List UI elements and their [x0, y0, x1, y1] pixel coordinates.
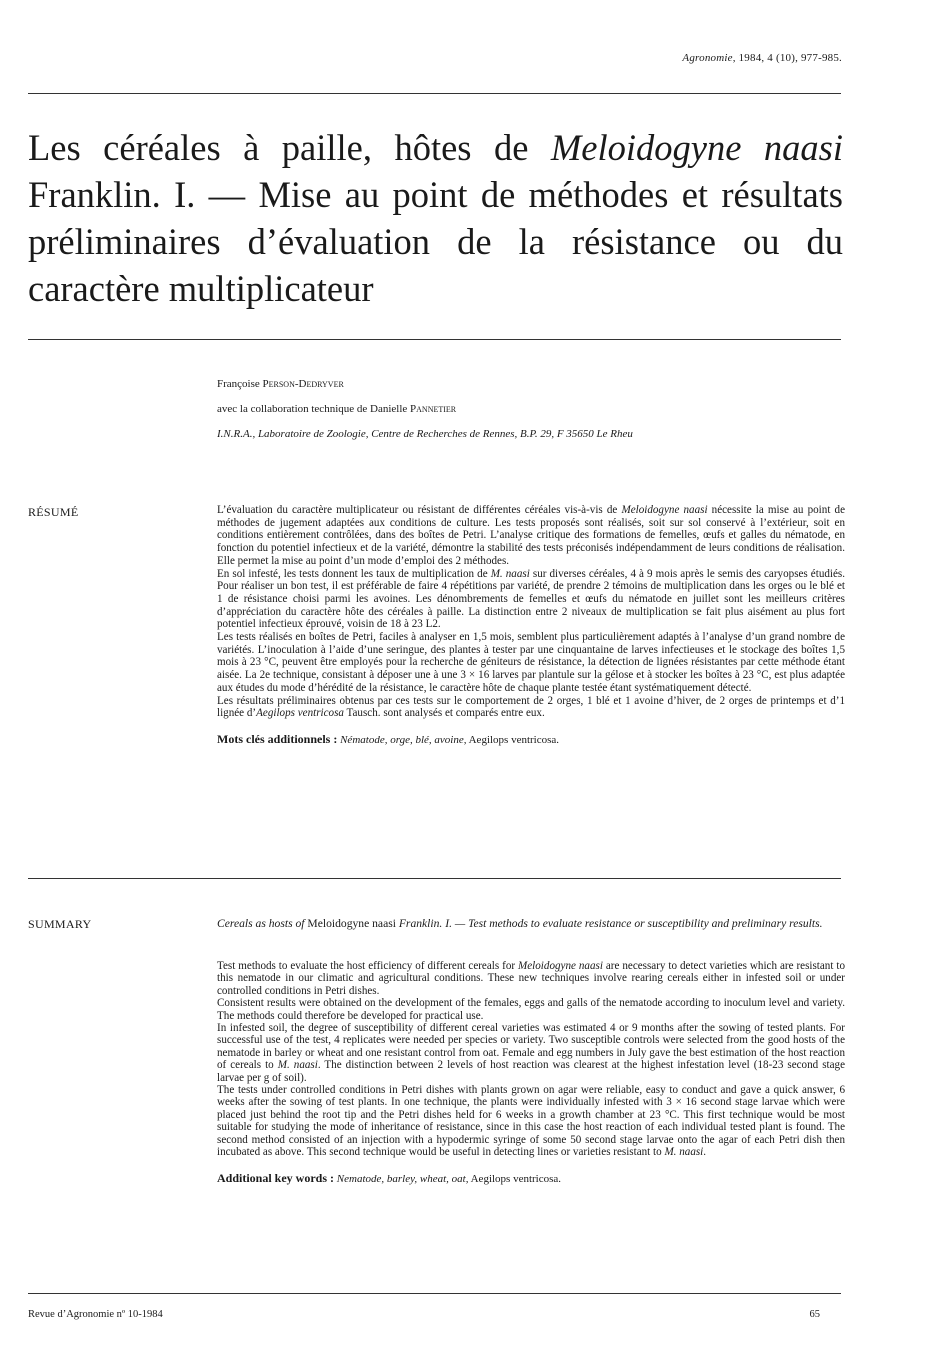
section-rule — [28, 878, 841, 879]
author-block — [217, 372, 633, 447]
journal-name: Agronomie, — [682, 52, 736, 64]
resume-body — [217, 504, 845, 747]
summary-paragraph: In infested soil, the degree of susceptibility of different cereal varieties was estimated 4 or 9 months after the sowing of tested plants. For successful use of the test, 4 replicates were needed per species or variety. Two susceptible controls were selected from the good hosts of the nematode in barley or wheat and one resistant control from oat. Female and egg numbers in July gave the best estimation of the host reaction of cereals to M. naasi. The distinction between 2 levels of host reaction was clearest at the highest infestation level (18-23 second stage larvae per g of soil). — [217, 1022, 846, 1084]
summary-title: Cereals as hosts of Meloidogyne naasi Franklin. I. — Test methods to evaluate resistance or susceptibility and preliminary results. — [217, 917, 823, 930]
summary-label: SUMMARY — [28, 917, 92, 931]
collaboration-line: avec la collaboration technique de Danielle Pannetier — [217, 403, 457, 415]
resume-paragraph: Les tests réalisés en boîtes de Petri, faciles à analyser en 1,5 mois, semblent plus particulièrement adaptés à l’analyse d’un grand nombre de variétés. L’inoculation à l’aide d’une seringue, des plantes à tester par une cinquantaine de larves infectieuses et le stockage des boîtes 1,5 mois à 23 °C, peuvent être employés pour la recherche de géniteurs de résistance, la détection de lignées résistantes par cette méthode étant aisée. La 2e technique, consistant à déposer une à une 3 × 16 larves par plantule sur la gélose et à stocker les boîtes à 23 °C, est plus adaptée aux études du mode d’hérédité de la résistance, le caractère hôte de chaque plante testée étant systématiquement détecté. — [217, 631, 845, 694]
summary-paragraph: The tests under controlled conditions in Petri dishes with plants grown on agar were reliable, easy to conduct and gave a quick answer, 6 weeks after the sowing of test plants. In one technique, the plants were individually infested with 3 × 16 second stage larvae which were placed just behind the root tip and the Petri dishes held for 6 weeks in a growth chamber at 23 °C. This first technique would be most suitable for studying the mode of inheritance of resistance, since in this case the host reaction of each individual tested plant is found. The second method consisted of an injection with a hypodermic syringe of some 50 second stage larvae onto the agar of each Petri dish then incubated as above. This second technique would be useful in detecting lines or varieties resistant to M. naasi. — [217, 1084, 845, 1159]
summary-paragraph: Test methods to evaluate the host efficiency of different cereals for Meloidogyne naasi are necessary to detect varieties which are resistant to this nematode in our climatic and agricultural conditions. These new techniques involve rearing cereals either in infested soil or under controlled conditions in Petri dishes. — [217, 960, 845, 997]
journal-volume: 1984, 4 (10), 977-985. — [738, 52, 842, 64]
resume-paragraph: Les résultats préliminaires obtenus par ces tests sur le comportement de 2 orges, 1 blé et 1 avoine d’hiver, de 2 orges de printemps et d’1 lignée d’Aegilops ventricosa Tausch. sont analysés et comparés entre eux. — [217, 694, 845, 720]
resume-label: RÉSUMÉ — [28, 505, 79, 519]
article-title: Les céréales à paille, hôtes de Meloidogyne naasi Franklin. I. — Mise au point de méthodes et résultats préliminaires d’évaluation de la résistance ou du caractère multiplicateur — [28, 127, 843, 309]
author-name: Françoise Person-Dedryver — [217, 378, 344, 390]
title-species: Meloidogyne naasi — [550, 127, 843, 168]
resume-keywords: Mots clés additionnels : Nématode, orge, blé, avoine, Aegilops ventricosa. — [217, 731, 560, 746]
summary-paragraph: Consistent results were obtained on the development of the females, eggs and galls of the nematode according to inoculum level and variety. The methods could therefore be developed for practical use. — [217, 997, 845, 1022]
header-rule — [28, 93, 841, 94]
page-number: 65 — [809, 1309, 820, 1320]
title-rule — [28, 339, 841, 340]
journal-citation — [682, 52, 842, 64]
footer-journal: Revue d’Agronomie nº 10-1984 — [28, 1309, 163, 1320]
summary-keywords: Additional key words : Nematode, barley, wheat, oat, Aegilops ventricosa. — [217, 1170, 562, 1185]
resume-paragraph: L’évaluation du caractère multiplicateur ou résistant de différentes céréales vis-à-vis de Meloidogyne naasi nécessite la mise au point de méthodes de jugement adaptées aux conditions de culture. Les tests proposés sont réalisés, soit sur sol conservé à l’extérieur, soit en conditions entièrement contrôlées, dans des boîtes de Petri. L’analyse critique des formations de femelles, œufs et galles du nématode, en fonction du potentiel infectieux et de la variété, démontre la stabilité des tests préconisés indépendamment de leurs conditions de réalisation. Elle permet la mise au point d’un mode d’emploi des 2 méthodes. — [217, 504, 845, 567]
resume-paragraph: En sol infesté, les tests donnent les taux de multiplication de M. naasi sur diverses céréales, 4 à 9 mois après le semis des caryopses étudiés. Pour réaliser un bon test, il est préférable de faire 4 répétitions par variété, de prendre 2 témoins de multiplication dans les orges ou le blé et 1 de résistance choisi parmi les avoines. Les dénombrements de femelles et œufs du nématode en juillet sont les meilleurs critères d’appréciation du caractère hôte des céréales à paille. La distinction entre 2 niveaux de multiplication se fait plus aisément au plus fort potentiel infectieux éprouvé, voisin de 18 à 23 L2. — [217, 567, 846, 631]
affiliation: I.N.R.A., Laboratoire de Zoologie, Centre de Recherches de Rennes, B.P. 29, F 35650 Le Rheu — [217, 428, 633, 440]
summary-body — [217, 960, 845, 1185]
footer-rule — [28, 1293, 841, 1294]
